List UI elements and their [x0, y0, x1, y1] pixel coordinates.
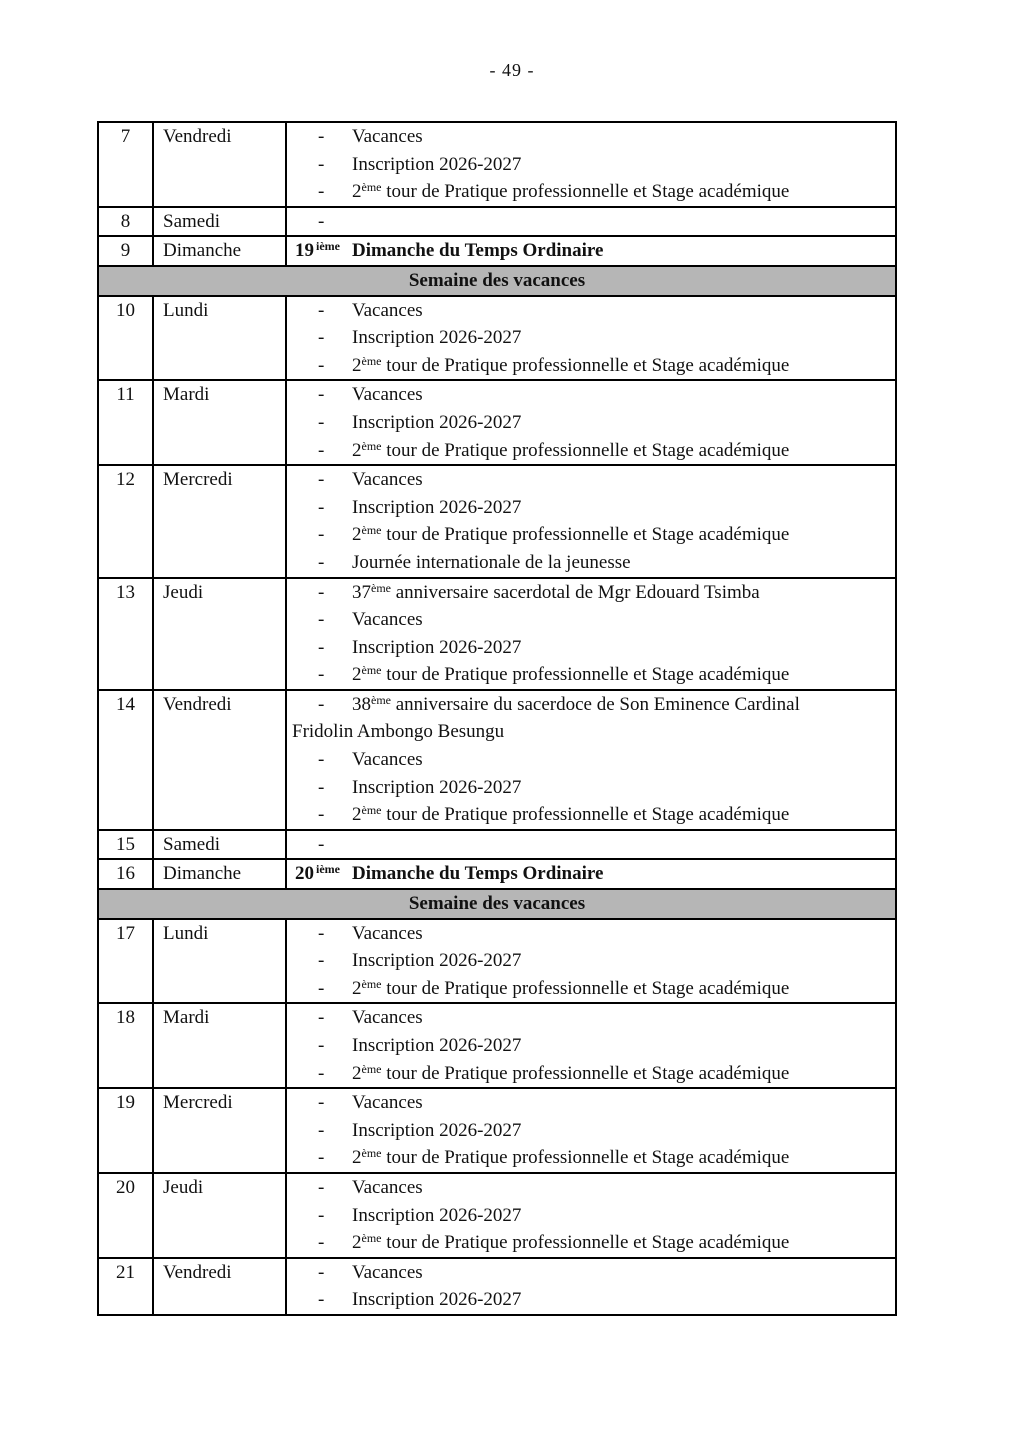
- week-banner-label: Semaine des vacances: [98, 266, 896, 296]
- event-line: [292, 1259, 889, 1287]
- event-dash: -: [318, 922, 325, 944]
- ordinal-superscript: ème: [361, 523, 382, 538]
- event-line: [292, 801, 889, 829]
- events-cell: [286, 1088, 896, 1173]
- event-dash: -: [318, 1232, 325, 1254]
- event-text: Vacances: [352, 922, 423, 944]
- calendar-table: [97, 121, 897, 1316]
- event-dash: -: [318, 1062, 325, 1084]
- table-row: [98, 578, 896, 690]
- event-dash: -: [318, 551, 325, 573]
- event-dash: -: [318, 1147, 325, 1169]
- day-number-cell: 18: [98, 1003, 153, 1088]
- day-number-cell: 16: [98, 859, 153, 889]
- events-cell: [286, 465, 896, 577]
- day-name-cell: Mercredi: [153, 1088, 286, 1173]
- event-line: [292, 208, 889, 236]
- table-row: [98, 919, 896, 1004]
- event-dash: -: [318, 181, 325, 203]
- event-line: [292, 1229, 889, 1257]
- event-dash: -: [318, 1204, 325, 1226]
- event-line: [292, 1089, 889, 1117]
- event-dash: -: [318, 804, 325, 826]
- event-line: [292, 1060, 889, 1088]
- day-number-cell: 13: [98, 578, 153, 690]
- event-line: [292, 947, 889, 975]
- event-dash: -: [318, 749, 325, 771]
- event-line: [292, 549, 889, 577]
- day-name-cell: Mardi: [153, 1003, 286, 1088]
- event-line: [292, 151, 889, 179]
- event-dash: -: [318, 126, 325, 147]
- week-banner-row: [98, 889, 896, 919]
- event-text: Journée internationale de la jeunesse: [352, 551, 631, 573]
- event-line: [292, 606, 889, 634]
- event-dash: -: [318, 1176, 325, 1198]
- table-row: [98, 690, 896, 830]
- table-row: [98, 1003, 896, 1088]
- event-dash: -: [318, 581, 325, 603]
- ordinal-superscript: ième: [316, 239, 340, 254]
- event-dash: -: [318, 977, 325, 999]
- event-text: 2ème tour de Pratique professionnelle et Stage académique: [352, 523, 790, 546]
- day-number-cell: 21: [98, 1258, 153, 1315]
- sunday-ordinal: 19: [295, 240, 314, 262]
- event-line: [292, 437, 889, 465]
- events-cell: [286, 1258, 896, 1315]
- events-cell: [286, 578, 896, 690]
- table-row: [98, 296, 896, 381]
- event-dash: -: [318, 1261, 325, 1283]
- event-dash: -: [318, 693, 325, 715]
- day-name-cell: Vendredi: [153, 690, 286, 830]
- event-text: 2ème tour de Pratique professionnelle et Stage académique: [352, 180, 790, 203]
- table-row: [98, 1258, 896, 1315]
- page-number: - 49 -: [489, 60, 535, 80]
- event-line: [292, 1202, 889, 1230]
- event-text: 38ème anniversaire du sacerdoce de Son Eminence Cardinal Fridolin Ambongo Besungu: [292, 692, 800, 743]
- event-line: [292, 324, 889, 352]
- event-text: 2ème tour de Pratique professionnelle et Stage académique: [352, 1231, 790, 1254]
- ordinal-superscript: ème: [361, 1061, 382, 1076]
- event-dash: -: [318, 609, 325, 631]
- day-name-cell: Mardi: [153, 380, 286, 465]
- event-line: [292, 746, 889, 774]
- table-row: [98, 830, 896, 860]
- table-row: [98, 1173, 896, 1258]
- event-line: [292, 409, 889, 437]
- event-line: [292, 1117, 889, 1145]
- events-cell: [286, 830, 896, 860]
- day-name-cell: Vendredi: [153, 1258, 286, 1315]
- event-dash: -: [318, 1289, 325, 1311]
- event-line: [292, 774, 889, 802]
- event-line: [292, 661, 889, 689]
- event-line: [292, 634, 889, 662]
- day-number-cell: 15: [98, 830, 153, 860]
- day-name-cell: Jeudi: [153, 578, 286, 690]
- calendar-body: [98, 122, 896, 1315]
- ordinal-superscript: ème: [361, 976, 382, 991]
- day-number-cell: 17: [98, 919, 153, 1004]
- event-dash: -: [318, 950, 325, 972]
- event-line: [292, 1174, 889, 1202]
- event-dash: -: [318, 439, 325, 461]
- day-name-cell: Dimanche: [153, 859, 286, 889]
- event-dash: -: [318, 469, 325, 491]
- day-number-cell: 14: [98, 690, 153, 830]
- sunday-title: Dimanche du Temps Ordinaire: [351, 240, 604, 262]
- event-line: [292, 297, 889, 325]
- table-row: [98, 1088, 896, 1173]
- day-name-cell: Samedi: [153, 830, 286, 860]
- event-line: [292, 920, 889, 948]
- ordinal-superscript: ème: [361, 1146, 382, 1161]
- event-text: Vacances: [352, 609, 423, 631]
- event-dash: -: [318, 1092, 325, 1114]
- event-dash: -: [318, 1007, 325, 1029]
- event-line: [292, 831, 889, 859]
- events-cell: [286, 919, 896, 1004]
- event-text: Vacances: [352, 384, 423, 406]
- event-line: [292, 1032, 889, 1060]
- event-text: 2ème tour de Pratique professionnelle et Stage académique: [352, 1146, 790, 1169]
- table-row: [98, 207, 896, 237]
- event-dash: -: [318, 524, 325, 546]
- event-text: Vacances: [352, 299, 423, 321]
- day-name-cell: Mercredi: [153, 465, 286, 577]
- event-text: Inscription 2026-2027: [352, 1204, 522, 1226]
- event-text: 37ème anniversaire sacerdotal de Mgr Edouard Tsimba: [352, 580, 760, 603]
- event-dash: -: [318, 664, 325, 686]
- event-dash: -: [318, 1119, 325, 1141]
- sunday-title: Dimanche du Temps Ordinaire: [351, 863, 604, 885]
- event-dash: -: [318, 776, 325, 798]
- ordinal-superscript: ème: [371, 580, 391, 595]
- events-cell: [286, 1003, 896, 1088]
- event-line: [292, 178, 889, 206]
- event-line: [292, 123, 889, 151]
- table-row: [98, 859, 896, 889]
- ordinal-superscript: ème: [361, 1231, 382, 1246]
- event-line: [292, 691, 889, 746]
- event-text: 2ème tour de Pratique professionnelle et Stage académique: [352, 353, 790, 376]
- day-number-cell: 20: [98, 1173, 153, 1258]
- event-line: [292, 494, 889, 522]
- event-dash: -: [318, 299, 325, 321]
- event-line: [292, 1286, 889, 1314]
- event-text: Vacances: [352, 1007, 423, 1029]
- event-text: Inscription 2026-2027: [352, 1119, 522, 1141]
- day-name-cell: Vendredi: [153, 122, 286, 207]
- event-text: Inscription 2026-2027: [352, 496, 522, 518]
- day-number-cell: 11: [98, 380, 153, 465]
- day-number-cell: 9: [98, 236, 153, 266]
- events-cell: [286, 296, 896, 381]
- event-text: 2ème tour de Pratique professionnelle et Stage académique: [352, 976, 790, 999]
- sunday-title-cell: [286, 859, 896, 889]
- event-line: [292, 466, 889, 494]
- day-number-cell: 12: [98, 465, 153, 577]
- event-dash: -: [318, 636, 325, 658]
- event-text: Inscription 2026-2027: [352, 950, 522, 972]
- event-dash: -: [318, 496, 325, 518]
- events-cell: [286, 122, 896, 207]
- event-text: Vacances: [352, 469, 423, 491]
- ordinal-superscript: ième: [316, 862, 340, 877]
- table-row: [98, 380, 896, 465]
- event-line: [292, 1144, 889, 1172]
- ordinal-superscript: ème: [361, 663, 382, 678]
- event-line: [292, 975, 889, 1003]
- ordinal-superscript: ème: [361, 180, 382, 195]
- events-cell: [286, 690, 896, 830]
- event-text: 2ème tour de Pratique professionnelle et Stage académique: [352, 438, 790, 461]
- event-dash: -: [318, 210, 325, 232]
- event-dash: -: [318, 384, 325, 406]
- event-text: Inscription 2026-2027: [352, 327, 522, 349]
- events-cell: [286, 380, 896, 465]
- day-number-cell: 10: [98, 296, 153, 381]
- week-banner-label: Semaine des vacances: [98, 889, 896, 919]
- table-row: [98, 465, 896, 577]
- event-text: Vacances: [352, 1261, 423, 1283]
- day-name-cell: Jeudi: [153, 1173, 286, 1258]
- event-text: Inscription 2026-2027: [352, 636, 522, 658]
- event-text: Inscription 2026-2027: [352, 1035, 522, 1056]
- event-text: Vacances: [352, 1092, 423, 1114]
- event-line: [292, 1004, 889, 1032]
- day-number-cell: 8: [98, 207, 153, 237]
- ordinal-superscript: ème: [361, 803, 382, 818]
- ordinal-superscript: ème: [361, 353, 382, 368]
- event-text: Inscription 2026-2027: [352, 1289, 522, 1311]
- event-text: Vacances: [352, 1176, 423, 1198]
- table-row: [98, 122, 896, 207]
- event-text: Inscription 2026-2027: [352, 411, 522, 433]
- event-dash: -: [318, 354, 325, 376]
- day-number-cell: 19: [98, 1088, 153, 1173]
- event-text: Vacances: [352, 126, 423, 147]
- week-banner-row: [98, 266, 896, 296]
- event-text: Inscription 2026-2027: [352, 776, 522, 798]
- event-dash: -: [318, 833, 325, 855]
- event-text: 2ème tour de Pratique professionnelle et Stage académique: [352, 663, 790, 686]
- sunday-title-cell: [286, 236, 896, 266]
- event-dash: -: [318, 411, 325, 433]
- event-text: 2ème tour de Pratique professionnelle et Stage académique: [352, 1061, 790, 1084]
- event-text: Vacances: [352, 749, 423, 771]
- event-text: Inscription 2026-2027: [352, 153, 522, 175]
- events-cell: [286, 207, 896, 237]
- events-cell: [286, 1173, 896, 1258]
- event-dash: -: [318, 327, 325, 349]
- day-number-cell: 7: [98, 122, 153, 207]
- day-name-cell: Lundi: [153, 296, 286, 381]
- event-line: [292, 521, 889, 549]
- day-name-cell: Dimanche: [153, 236, 286, 266]
- table-row: [98, 236, 896, 266]
- event-text: 2ème tour de Pratique professionnelle et Stage académique: [352, 803, 790, 826]
- event-line: [292, 352, 889, 380]
- event-line: [292, 381, 889, 409]
- ordinal-superscript: ème: [361, 438, 382, 453]
- event-dash: -: [318, 1035, 325, 1056]
- event-dash: -: [318, 153, 325, 175]
- day-name-cell: Lundi: [153, 919, 286, 1004]
- sunday-ordinal: 20: [295, 863, 314, 885]
- day-name-cell: Samedi: [153, 207, 286, 237]
- event-line: [292, 579, 889, 607]
- ordinal-superscript: ème: [371, 692, 391, 707]
